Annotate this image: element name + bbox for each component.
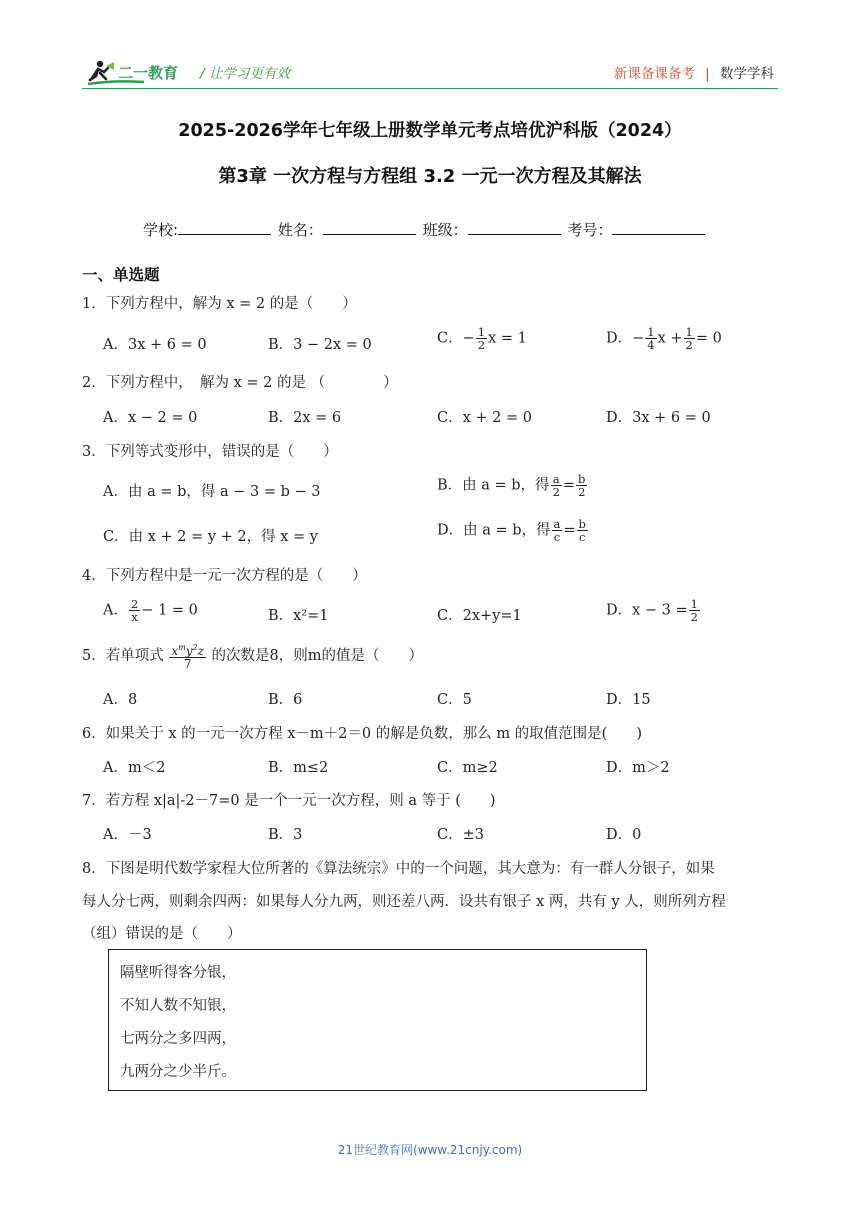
- question-1-option-b: B．3 − 2x = 0: [268, 337, 372, 353]
- question-6-option-a: A．m＜2: [103, 760, 166, 776]
- poem-line-1: 隔壁听得客分银，: [120, 965, 236, 981]
- slogan: / 让学习更有效: [200, 66, 290, 82]
- question-8-stem-line-3: （组）错误的是（ ）: [82, 926, 242, 942]
- question-3-option-c: C．由 x + 2 = y + 2，得 x = y: [103, 529, 318, 545]
- question-4-option-d: D．x − 3 = $\frac{1}{2}$: [606, 597, 698, 624]
- question-3-option-a: A．由 a = b，得 a − 3 = b − 3: [103, 484, 321, 500]
- question-2-option-a: A．x − 2 = 0: [103, 410, 198, 426]
- question-6-stem: 6．如果关于 x 的一元一次方程 x－m＋2＝0 的解是负数，那么 m 的取值范围是( ): [82, 726, 642, 742]
- document-subtitle: 第3章 一次方程与方程组 3.2 一元一次方程及其解法: [218, 166, 642, 187]
- number-field[interactable]: [612, 220, 705, 235]
- name-label: 姓名：: [277, 221, 323, 239]
- header-course-label: 新课备课备考: [613, 66, 695, 82]
- class-field[interactable]: [468, 220, 561, 235]
- question-6-option-b: B．m≤2: [268, 760, 329, 776]
- question-4-option-a: A． $\frac{2}{x}$ − 1 = 0: [103, 597, 198, 624]
- header-separator: |: [705, 66, 710, 82]
- question-2-option-d: D．3x + 6 = 0: [606, 410, 711, 426]
- question-6-option-d: D．m＞2: [606, 760, 670, 776]
- footer-link[interactable]: 21世纪教育网(www.21cnjy.com): [337, 1143, 523, 1157]
- school-field[interactable]: [178, 220, 271, 235]
- question-3-stem: 3．下列等式变形中，错误的是（ ）: [82, 444, 338, 460]
- question-2-stem: 2．下列方程中， 解为 x = 2 的是 （ ）: [82, 375, 398, 391]
- question-7-option-a: A．－3: [103, 827, 152, 843]
- question-3-option-d: D．由 a = b，得 $\frac{a}{c}$ = $\frac{b}{c}$: [437, 517, 586, 544]
- question-1-stem: 1．下列方程中，解为 x = 2 的是（ ）: [82, 296, 357, 312]
- question-3-option-b: B．由 a = b，得 $\frac{a}{2}$ = $\frac{b}{2}$: [437, 472, 586, 499]
- question-4-option-b: B．x²=1: [268, 608, 329, 624]
- question-7-option-b: B．3: [268, 827, 303, 843]
- question-1-option-c: C．− $\frac{1}{2}$ x = 1: [437, 325, 527, 352]
- class-label: 班级：: [422, 221, 468, 239]
- question-4-option-c: C．2x+y=1: [437, 608, 522, 624]
- question-7-stem: 7．若方程 x|a|-2－7=0 是一个一元一次方程，则 a 等于 ( ): [82, 793, 496, 809]
- poem-line-3: 七两分之多四两，: [120, 1031, 236, 1047]
- question-1-option-d: D．− $\frac{1}{4}$ x + $\frac{1}{2}$ = 0: [606, 325, 722, 352]
- student-info-row: [143, 219, 707, 240]
- question-2-option-b: B．2x = 6: [268, 410, 342, 426]
- document-title: 2025-2026学年七年级上册数学单元考点培优沪科版（2024）: [178, 121, 682, 141]
- question-5-stem: 5．若单项式 $\frac{x^my^2z}{7}$ 的次数是8，则m的值是（ ）: [82, 643, 424, 671]
- question-5-option-a: A．8: [103, 692, 138, 708]
- question-6-option-c: C．m≥2: [437, 760, 498, 776]
- question-4-stem: 4．下列方程中是一元一次方程的是（ ）: [82, 568, 367, 584]
- header-rule: [82, 88, 778, 89]
- poem-line-2: 不知人数不知银，: [120, 998, 236, 1014]
- question-5-option-b: B．6: [268, 692, 303, 708]
- question-8-stem-line-1: 8．下图是明代数学家程大位所著的《算法统宗》中的一个问题，其大意为：有一群人分银子，如果: [82, 861, 715, 877]
- name-field[interactable]: [323, 220, 416, 235]
- question-2-option-c: C．x + 2 = 0: [437, 410, 532, 426]
- runner-logo-icon: [84, 58, 189, 88]
- school-label: 学校:: [143, 221, 179, 239]
- header-subject: [614, 62, 774, 82]
- poem-line-4: 九两分之少半斤。: [120, 1064, 236, 1080]
- question-1-option-a: A．3x + 6 = 0: [103, 337, 207, 353]
- section-heading: 一、单选题: [82, 266, 160, 284]
- svg-text:二一教育: 二一教育: [118, 64, 179, 82]
- question-8-stem-line-2: 每人分七两，则剩余四两：如果每人分九两，则还差八两．设共有银子 x 两，共有 y 人，则所列方程: [82, 894, 726, 910]
- header-subject-label: 数学学科: [720, 66, 774, 82]
- number-label: 考号：: [567, 221, 613, 239]
- question-5-option-d: D．15: [606, 692, 651, 708]
- question-7-option-d: D．0: [606, 827, 642, 843]
- logo: [84, 58, 189, 88]
- question-5-option-c: C．5: [437, 692, 472, 708]
- question-7-option-c: C．±3: [437, 827, 484, 843]
